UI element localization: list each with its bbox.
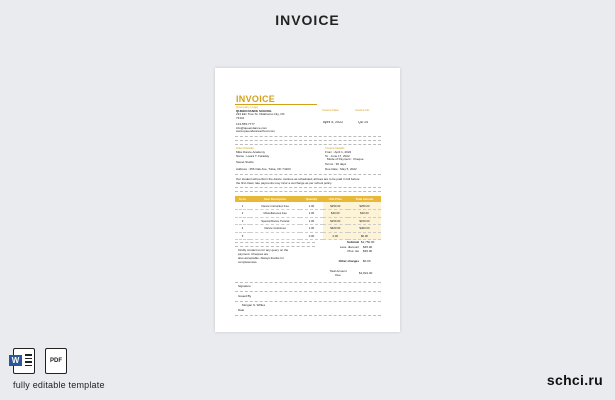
company-name: QUEEN DANCE SCHOOL bbox=[236, 109, 272, 113]
cell-price: $40.00 bbox=[323, 210, 348, 218]
client-address: Address : 456 Oak Ave, Tulsa, OK 74103 bbox=[236, 168, 291, 171]
col-header-description: Item Description bbox=[250, 196, 300, 202]
cell-total: $400.00 bbox=[348, 225, 381, 233]
company-address-1: 234 Elm Tree St, Oklahoma City, OK bbox=[236, 113, 285, 117]
cell-sr: 4 bbox=[235, 225, 250, 233]
company-phone: 123-555-7777 bbox=[236, 123, 255, 126]
page-title: INVOICE bbox=[275, 12, 340, 28]
client-details-label: Client Details bbox=[236, 147, 254, 150]
subtotal-label: Subtotal bbox=[347, 240, 359, 244]
issued-by-name: Morgan S. Willies bbox=[242, 304, 266, 307]
table-row bbox=[235, 225, 381, 233]
remarks-line-3: also acceptable. Always thanks for bbox=[238, 257, 284, 260]
remarks-line-4: completeness. bbox=[238, 261, 258, 264]
cell-desc: Special Dance Tutorial bbox=[250, 217, 300, 225]
cell-sr: 5 bbox=[235, 232, 250, 240]
cell-qty: 1.00 bbox=[300, 225, 322, 233]
cell-price: $400.00 bbox=[323, 225, 348, 233]
pdf-document-icon: PDF bbox=[45, 348, 67, 374]
cell-total: $150.00 bbox=[348, 217, 381, 225]
company-logo-text: [Company Logo] bbox=[236, 106, 259, 109]
invoice-no-label: Invoice No. bbox=[355, 109, 371, 112]
invoice-date: April 5, 2022 bbox=[323, 121, 344, 124]
cell-desc: Dance Instruction Fee bbox=[250, 202, 300, 210]
invoice-note-2: the first class; late payments may incur a surcharge as per school policy. bbox=[236, 182, 333, 185]
cell-total: $40.00 bbox=[348, 210, 381, 218]
other-charges-value: $0.00 bbox=[363, 259, 371, 263]
other-charges-label: Other charges bbox=[338, 259, 359, 263]
remarks-line-1: Kindly contact us for any query on the bbox=[238, 249, 289, 252]
invoice-sheet[interactable] bbox=[215, 68, 400, 332]
col-header-unit-price: Unit Price bbox=[323, 196, 348, 202]
discount-value: $45.00 bbox=[363, 245, 373, 249]
invoice-details-label: Invoice Details bbox=[325, 147, 345, 150]
col-header-quantity: Quantity bbox=[300, 196, 322, 202]
tax-label: Plus: tax bbox=[347, 249, 359, 253]
due-date: Due Date : May 5, 2022 bbox=[325, 168, 357, 171]
invoice-note-1: Our student will perform the dance routines as scheduled; all fees are to be paid in full before bbox=[236, 178, 360, 181]
brand-watermark: schci.ru bbox=[546, 372, 603, 388]
discount-label: Less: discount bbox=[339, 245, 359, 249]
cell-desc bbox=[250, 232, 300, 240]
word-document-icon bbox=[13, 348, 35, 374]
items-table bbox=[235, 196, 381, 240]
table-row bbox=[235, 217, 381, 225]
issued-by-label: Issued By bbox=[238, 295, 252, 298]
signature-label: Signature bbox=[238, 285, 251, 288]
total-due-label: Total Amount Due bbox=[329, 269, 347, 277]
cell-total: $250.00 bbox=[348, 202, 381, 210]
invoice-number: QD 25 bbox=[358, 121, 369, 124]
cell-qty: 1.00 bbox=[300, 210, 322, 218]
col-header-total: Total Amount bbox=[348, 196, 381, 202]
cell-sr: 3 bbox=[235, 217, 250, 225]
cell-qty: 0.00 bbox=[300, 232, 322, 240]
col-header-srno: Sr.no bbox=[235, 196, 250, 202]
company-address-2: 73101 bbox=[236, 116, 245, 120]
payment-terms: Terms : 30 days bbox=[325, 163, 347, 166]
total-due-value: $1,821.00 bbox=[359, 271, 373, 275]
cell-total: $0.00 bbox=[348, 232, 381, 240]
client-line: Mike Dance Academy bbox=[236, 151, 266, 154]
cell-sr: 1 bbox=[235, 202, 250, 210]
cell-price: $150.00 bbox=[323, 217, 348, 225]
invoice-heading: INVOICE bbox=[236, 94, 276, 104]
template-caption: fully editable template bbox=[13, 380, 105, 390]
table-row bbox=[235, 232, 381, 240]
payment-mode: Mode of Payment : Cheque bbox=[327, 158, 364, 162]
remarks-line-2: payment. Cheques are bbox=[238, 253, 269, 256]
invoice-from: From : April 1, 2022 bbox=[325, 151, 352, 154]
cell-sr: 2 bbox=[235, 210, 250, 218]
table-row bbox=[235, 210, 381, 218]
date-label: Date bbox=[238, 309, 245, 312]
table-row bbox=[235, 202, 381, 210]
company-email: info@queendance.com bbox=[236, 126, 267, 130]
invoice-to: To : June 17, 2022 bbox=[325, 154, 350, 158]
invoice-date-label: Invoice Date bbox=[322, 109, 339, 112]
cell-price: $250.00 bbox=[323, 202, 348, 210]
word-letter: W bbox=[9, 355, 22, 366]
cell-qty: 1.00 bbox=[300, 202, 322, 210]
client-name: Name : Laura T. Faraday bbox=[236, 154, 270, 158]
tax-value: $36.00 bbox=[363, 249, 373, 253]
company-web: www.queendanceschool.com bbox=[236, 130, 275, 134]
subtotal-value: $1,750.00 bbox=[361, 240, 375, 244]
cell-qty: 1.00 bbox=[300, 217, 322, 225]
cell-desc: Dance Costumes bbox=[250, 225, 300, 233]
cell-price: 0.00 bbox=[323, 232, 348, 240]
client-company: Sweet Studio bbox=[236, 161, 254, 164]
cell-desc: Miscellaneous Fee bbox=[250, 210, 300, 218]
